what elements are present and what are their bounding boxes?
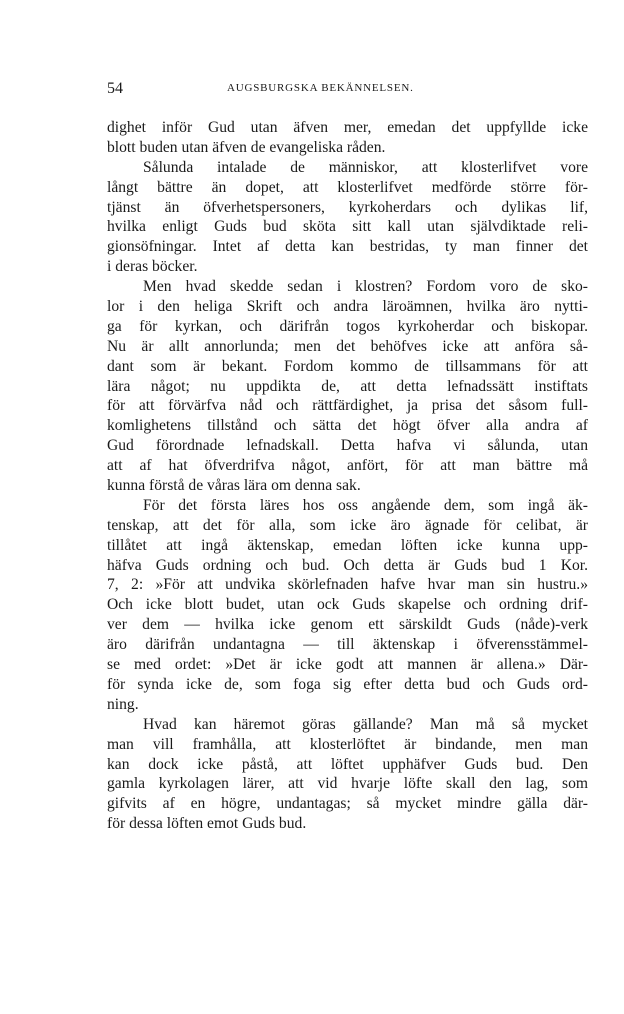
text-line: hvilka enligt Guds bud sköta sitt kall utan självdiktade reli-: [107, 218, 588, 236]
text-line: tenskap, att det för alla, som icke äro ägnade för celibat, är: [107, 516, 588, 534]
text-line: gamla kyrkolagen lärer, att vid hvarje löfte skall den lag, som: [107, 775, 588, 793]
text-line: ning.: [107, 695, 139, 713]
text-line: Gud förordnade lefnadskall. Detta hafva vi sålunda, utan: [107, 437, 588, 455]
text-line: 7, 2: »För att undvika skörlefnaden hafve hvar man sin hustru.»: [107, 576, 588, 594]
text-line: lära något; nu uppdikta de, att detta lefnadssätt instiftats: [107, 377, 588, 395]
body-text: [107, 118, 588, 834]
text-line: kan dock icke påstå, att löftet upphäfver Guds bud. Den: [107, 755, 588, 773]
text-line: tillåtet att ingå äktenskap, emedan löften icke kunna upp-: [107, 536, 588, 554]
text-line: för att förvärfva nåd och rättfärdighet, ja prisa det såsom full-: [107, 397, 588, 415]
text-line: kunna förstå de våras lära om denna sak.: [107, 477, 361, 495]
text-line: långt bättre än dopet, att klosterlifvet medförde större för-: [107, 178, 588, 196]
running-title: AUGSBURGSKA BEKÄNNELSEN.: [227, 82, 414, 94]
paragraph-start-line: Sålunda intalade de människor, att klosterlifvet vore: [143, 158, 588, 176]
text-line: man vill framhålla, att klosterlöftet är bindande, men man: [107, 735, 588, 753]
text-line: för synda icke de, som foga sig efter detta bud och Guds ord-: [107, 675, 588, 693]
text-line: i deras böcker.: [107, 258, 198, 276]
text-line: att af hat öfverdrifva något, anfört, för att man bättre må: [107, 457, 588, 475]
text-line: äro därifrån undantagna — till äktenskap i öfverensstämmel-: [107, 636, 588, 654]
paragraph-start-line: För det första läres hos oss angående dem, som ingå äk-: [143, 496, 588, 514]
text-line: Och icke blott budet, utan ock Guds skapelse och ordning drif-: [107, 596, 588, 614]
text-line: för dessa löften emot Guds bud.: [107, 815, 307, 833]
paragraph-start-line: Men hvad skedde sedan i klostren? Fordom voro de sko-: [143, 278, 588, 296]
text-line: tjänst än öfverhetspersoners, kyrkoherdars och dylikas lif,: [107, 198, 588, 216]
paragraph-start-line: Hvad kan häremot göras gällande? Man må så mycket: [143, 715, 588, 733]
text-line: lor i den heliga Skrift och andra läroämnen, hvilka äro nytti-: [107, 298, 588, 316]
text-line: häfva Guds ordning och bud. Och detta är Guds bud 1 Kor.: [107, 556, 588, 574]
text-line: se med ordet: »Det är icke godt att mannen är allena.» Där-: [107, 656, 588, 674]
running-head: [107, 80, 587, 100]
page-number: 54: [107, 80, 123, 97]
text-line: Nu är allt annorlunda; men det behöfves icke att anföra så-: [107, 337, 588, 355]
text-line: gionsöfningar. Intet af detta kan bestridas, ty man finner det: [107, 238, 588, 256]
text-line: ga för kyrkan, och därifrån togos kyrkoherdar och biskopar.: [107, 317, 588, 335]
text-line: blott buden utan äfven de evangeliska råden.: [107, 138, 386, 156]
text-line: dighet inför Gud utan äfven mer, emedan det uppfyllde icke: [107, 119, 588, 136]
text-line: komlighetens tillstånd och sätta det högt öfver alla andra af: [107, 417, 588, 435]
text-line: dant som är bekant. Fordom kommo de tillsammans för att: [107, 357, 588, 375]
text-line: ver dem — hvilka icke genom ett särskildt Guds (nåde)-verk: [107, 616, 588, 634]
text-line: gifvits af en högre, undantagas; så mycket mindre gälla där-: [107, 795, 588, 813]
